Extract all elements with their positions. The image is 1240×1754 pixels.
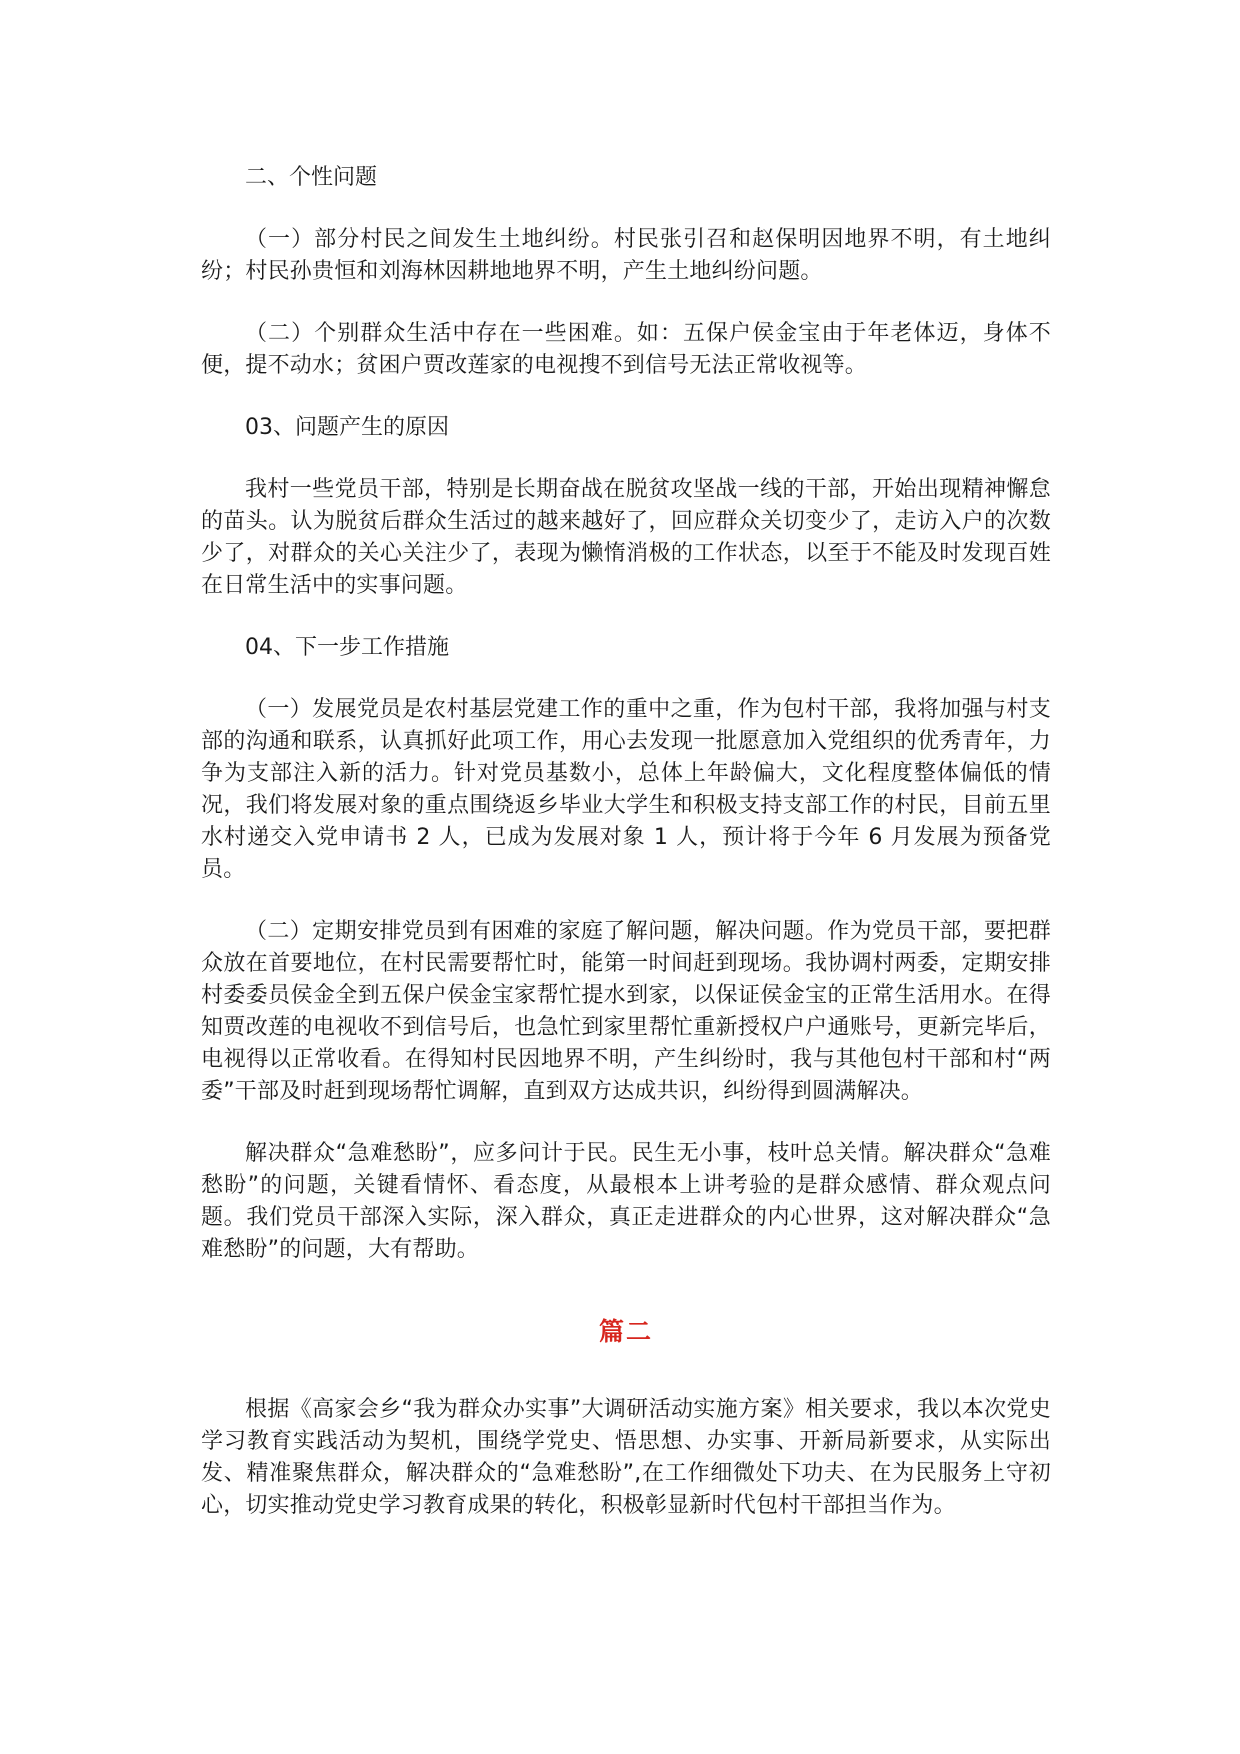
party-development-paragraph: （一）发展党员是农村基层党建工作的重中之重，作为包村干部，我将加强与村支部的沟通和联系，认真抓好此项工作，用心去发现一批愿意加入党组织的优秀青年，力争为支部注入新的活力。针对党员基数小，总体上年龄偏大，文化程度整体偏低的情况，我们将发展对象的重点围绕返乡毕业大学生和积极支持支部工作的村民，目前五里水村递交入党申请书 2 人，已成为发展对象 1 人，预计将于今年 6 月发展为预备党员。	[201, 697, 1051, 882]
next-steps-heading: 04、下一步工作措施	[245, 635, 449, 660]
conclusion-paragraph: 解决群众“急难愁盼”，应多问计于民。民生无小事，枝叶总关情。解决群众“急难愁盼”的问题，关键看情怀、看态度，从最根本上讲考验的是群众感情、群众观点问题。我们党员干部深入实际，深入群众，真正走进群众的内心世界，这对解决群众“急难愁盼”的问题，大有帮助。	[201, 1141, 1051, 1262]
document-page	[201, 162, 1051, 1522]
part-two-title: 篇二	[598, 1317, 653, 1346]
causes-paragraph: 我村一些党员干部，特别是长期奋战在脱贫攻坚战一线的干部，开始出现精神懈怠的苗头。认为脱贫后群众生活过的越来越好了，回应群众关切变少了，走访入户的次数少了，对群众的关心关注少了，表现为懒惰消极的工作状态，以至于不能及时发现百姓在日常生活中的实事问题。	[201, 477, 1051, 598]
causes-heading: 03、问题产生的原因	[245, 415, 449, 440]
visit-households-paragraph: （二）定期安排党员到有困难的家庭了解问题，解决问题。作为党员干部，要把群众放在首要地位，在村民需要帮忙时，能第一时间赶到现场。我协调村两委，定期安排村委委员侯金全到五保户侯金宝家帮忙提水到家，以保证侯金宝的正常生活用水。在得知贾改莲的电视收不到信号后，也急忙到家里帮忙重新授权户户通账号，更新完毕后，电视得以正常收看。在得知村民因地界不明，产生纠纷时，我与其他包村干部和村“两委”干部及时赶到现场帮忙调解，直到双方达成共识，纠纷得到圆满解决。	[201, 919, 1051, 1104]
land-dispute-paragraph: （一）部分村民之间发生土地纠纷。村民张引召和赵保明因地界不明，有土地纠纷；村民孙贵恒和刘海林因耕地地界不明，产生土地纠纷问题。	[201, 227, 1051, 284]
part-two-paragraph: 根据《高家会乡“我为群众办实事”大调研活动实施方案》相关要求，我以本次党史学习教育实践活动为契机，围绕学党史、悟思想、办实事、开新局新要求，从实际出发、精准聚焦群众，解决群众的“急难愁盼”,在工作细微处下功夫、在为民服务上守初心，切实推动党史学习教育成果的转化，积极彰显新时代包村干部担当作为。	[201, 1397, 1051, 1518]
living-difficulty-paragraph: （二）个别群众生活中存在一些困难。如：五保户侯金宝由于年老体迈，身体不便，提不动水；贫困户贾改莲家的电视搜不到信号无法正常收视等。	[201, 321, 1051, 378]
individual-issues-heading: 二、个性问题	[245, 165, 378, 190]
